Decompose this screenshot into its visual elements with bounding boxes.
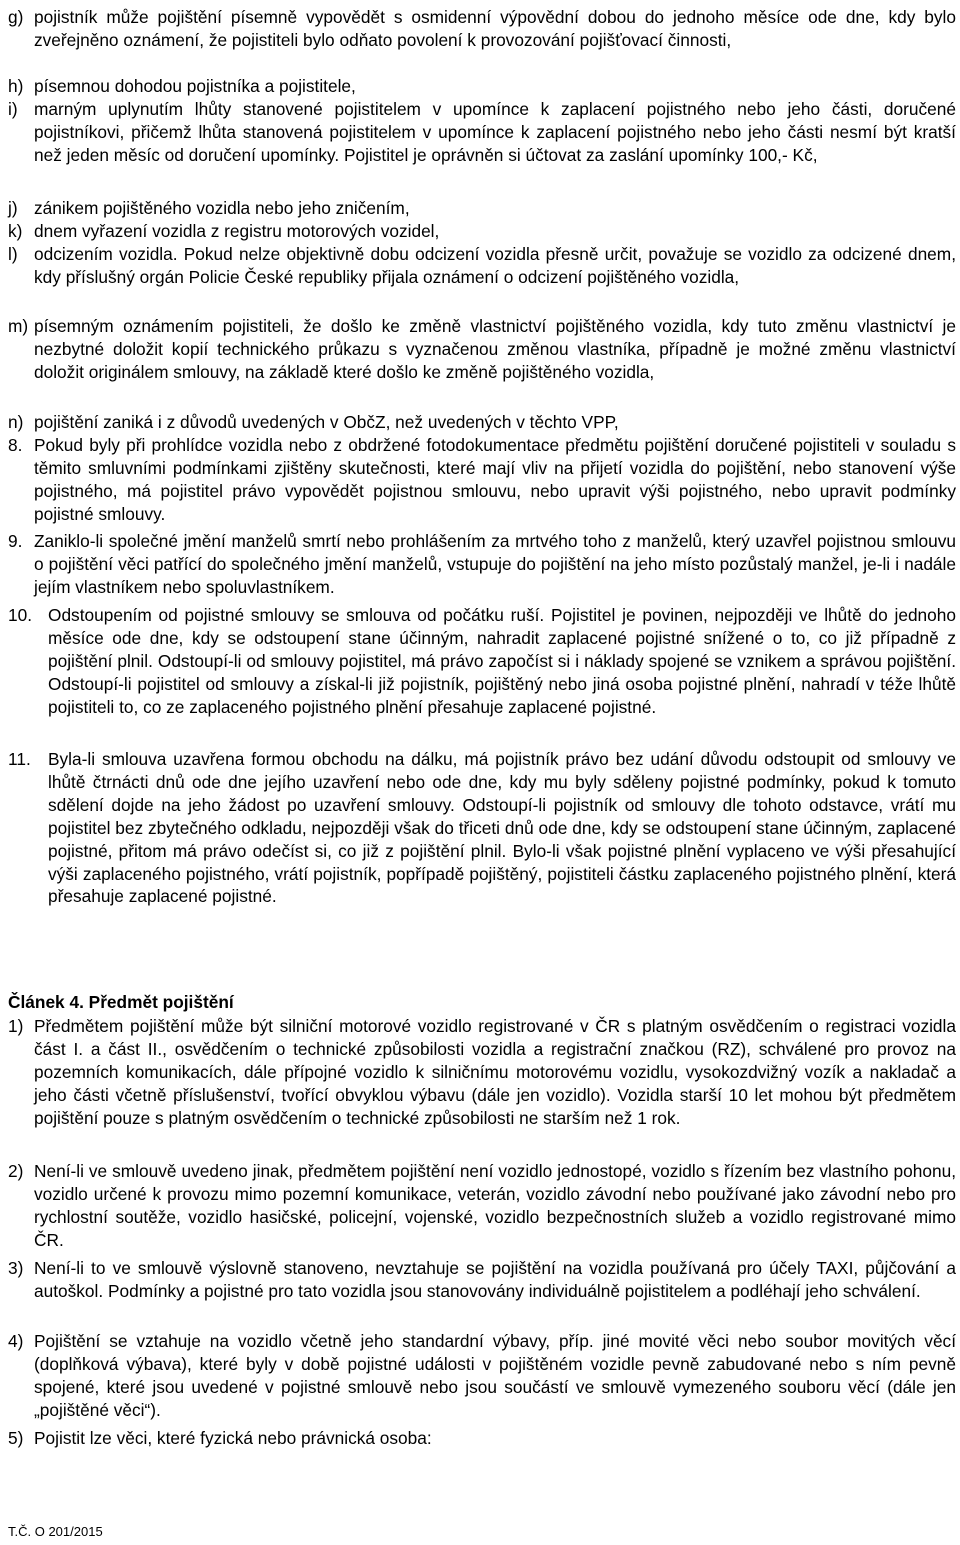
article-heading: Článek 4. Předmět pojištění	[8, 992, 234, 1012]
list-item	[0, 98, 956, 167]
item-label: j)	[8, 198, 18, 218]
item-text: Není-li ve smlouvě uvedeno jinak, předmětem pojištění není vozidlo jednostopé, vozidlo s řízením bez vlastního pohonu, vozidlo určené k provozu mimo pozemní komunikace, veterán, vozidlo závodní nebo používané jako závodní nebo pro rychlostní soutěže, vozidlo hasičské, policejní, vojenské, vozidlo bezpečnostních služeb a vozidlo registrované mimo ČR.	[34, 1161, 956, 1250]
list-item	[0, 197, 956, 220]
item-label: 3)	[8, 1258, 24, 1278]
item-label: 9.	[8, 531, 23, 551]
item-label: h)	[8, 76, 24, 96]
list-item	[0, 434, 956, 526]
item-text: Pojištění se vztahuje na vozidlo včetně jeho standardní výbavy, příp. jiné movité věci nebo soubor movitých věcí (doplňková výbava), které byly v době pojistné události v pojištěném vozidle pevně zabudované nebo s ním pevně spojené, které jsou uvedené v pojistné smlouvě nebo jsou součástí ve smlouvě vymezeného souboru věcí (dále jen „pojištěné věci“).	[34, 1331, 956, 1420]
item-label: n)	[8, 412, 24, 432]
item-text: Není-li to ve smlouvě výslovně stanoveno, nevztahuje se pojištění na vozidla používaná pro účely TAXI, půjčování a autoškol. Podmínky a pojistné pro tato vozidla jsou stanovovány individuálně pojistitelem a podléhají jeho schválení.	[34, 1258, 956, 1301]
item-label: 1)	[8, 1016, 24, 1036]
list-item	[0, 75, 956, 98]
item-text: Pokud byly při prohlídce vozidla nebo z obdržené fotodokumentace předmětu pojištění doručené pojistiteli v souladu s těmito smluvními podmínkami zjištěny skutečnosti, které mají vliv na přijetí vozidla do pojištění, nebo stanovení výše pojistného, má pojistitel právo vypovědět pojistnou smlouvu, nebo upravit výši pojistného, nebo upravit podmínky pojistné smlouvy.	[34, 435, 956, 524]
item-text: odcizením vozidla. Pokud nelze objektivně dobu odcizení vozidla přesně určit, považuje se vozidlo za odcizené dnem, kdy příslušný orgán Policie České republiky přijala oznámení o odcizení pojištěného vozidla,	[34, 244, 956, 287]
item-label: m)	[8, 316, 29, 336]
item-text: zánikem pojištěného vozidla nebo jeho zničením,	[34, 198, 410, 218]
item-text: Zaniklo-li společné jmění manželů smrtí nebo prohlášením za mrtvého toho z manželů, který uzavřel pojistnou smlouvu o pojištění věci patřící do společného jmění manželů, vstupuje do pojištění na jeho místo pozůstalý manžel, je-li i nadále jejím vlastníkem nebo spoluvlastníkem.	[34, 531, 956, 597]
list-item	[0, 748, 956, 908]
list-item	[0, 411, 956, 434]
list-item	[0, 243, 956, 289]
item-text: Odstoupením od pojistné smlouvy se smlouva od počátku ruší. Pojistitel je povinen, nejpozději ve lhůtě do jednoho měsíce ode dne, kdy se odstoupení stane účinným, nahradit zaplacené pojistné snížené o to, co již případně z pojištění plnil. Odstoupí-li od smlouvy pojistitel, má právo započíst si i náklady spojené se vznikem a správou pojištění. Odstoupí-li pojistitel od smlouvy a získal-li již pojistník, pojištěný nebo jiná osoba pojistné plnění, nahradí v téže lhůtě pojistiteli to, co ze zaplaceného pojistného plnění přesahuje zaplacené pojistné.	[48, 605, 956, 717]
list-item	[0, 1015, 956, 1130]
list-item	[0, 1427, 956, 1450]
item-label: 10.	[8, 605, 33, 625]
item-text: písemným oznámením pojistiteli, že došlo ke změně vlastnictví pojištěného vozidla, kdy tuto změnu vlastnictví je nezbytné doložit kopií technického průkazu s vyznačenou změnou vlastníka, případně je možné změnu vlastnictví doložit originálem smlouvy, na základě které došlo ke změně pojištěného vozidla,	[34, 316, 956, 382]
item-text: pojištění zaniká i z důvodů uvedených v ObčZ, než uvedených v těchto VPP,	[34, 412, 619, 432]
item-text: Předmětem pojištění může být silniční motorové vozidlo registrované v ČR s platným osvědčením o registraci vozidla část I. a část II., osvědčením o technické způsobilosti vozidla a registrační značkou (RZ), schválené pro provoz na pozemních komunikacích, dále přípojné vozidlo k silničnímu motorovému vozidlu, vysokozdvižný vozík a nakladač a jeho části včetně příslušenství, tvořící obvyklou výbavu (dále jen vozidlo). Vozidla starší 10 let mohou být předmětem pojištění pouze s platným osvědčením o technické způsobilosti ne starším než 1 rok.	[34, 1016, 956, 1128]
item-label: 5)	[8, 1428, 24, 1448]
item-label: g)	[8, 7, 24, 27]
footer-code: T.Č. O 201/2015	[8, 1524, 103, 1539]
item-label: 11.	[8, 749, 31, 769]
item-label: 4)	[8, 1331, 24, 1351]
list-item	[0, 220, 956, 243]
list-item	[0, 1257, 956, 1303]
item-text: Byla-li smlouva uzavřena formou obchodu na dálku, má pojistník právo bez udání důvodu odstoupit od smlouvy ve lhůtě čtrnácti dnů ode dne jejího uzavření nebo ode dne, kdy mu byly sděleny pojistné podmínky, pokud k tomuto sdělení dojde na jeho žádost po uzavření smlouvy. Odstoupí-li pojistník od smlouvy dle tohoto odstavce, vrátí mu pojistitel bez zbytečného odkladu, nejpozději však do třiceti dnů ode dne, kdy se odstoupení stane účinným, zaplacené pojistné, přitom má právo odečíst si, co již z pojištění plnil. Bylo-li však pojistné plnění vyplaceno ve výši přesahující výši zaplaceného pojistného, vrátí pojistník, popřípadě pojištěný, pojistiteli částku zaplaceného pojistného plnění, která přesahuje zaplacené pojistné.	[48, 749, 956, 907]
item-label: l)	[8, 244, 18, 264]
item-text: pojistník může pojištění písemně vypovědět s osmidenní výpovědní dobou do jednoho měsíce ode dne, kdy bylo zveřejněno oznámení, že pojistiteli bylo odňato povolení k provozování pojišťovací činnosti,	[34, 7, 956, 50]
item-text: marným uplynutím lhůty stanovené pojistitelem v upomínce k zaplacení pojistného nebo jeho části, doručené pojistníkovi, přičemž lhůta stanovená pojistitelem v upomínce k zaplacení pojistného nebo jeho části nesmí být kratší než jeden měsíc od doručení upomínky. Pojistitel je oprávněn si účtovat za zaslání upomínky 100,- Kč,	[34, 99, 956, 165]
item-text: písemnou dohodou pojistníka a pojistitele,	[34, 76, 356, 96]
list-item	[0, 530, 956, 599]
list-item	[0, 6, 956, 52]
item-label: i)	[8, 99, 18, 119]
list-item	[0, 604, 956, 719]
list-item	[0, 315, 956, 384]
item-label: k)	[8, 221, 23, 241]
item-text: Pojistit lze věci, které fyzická nebo právnická osoba:	[34, 1428, 432, 1448]
list-item	[0, 1330, 956, 1422]
item-label: 2)	[8, 1161, 24, 1181]
item-label: 8.	[8, 435, 23, 455]
list-item	[0, 1160, 956, 1252]
item-text: dnem vyřazení vozidla z registru motorových vozidel,	[34, 221, 440, 241]
